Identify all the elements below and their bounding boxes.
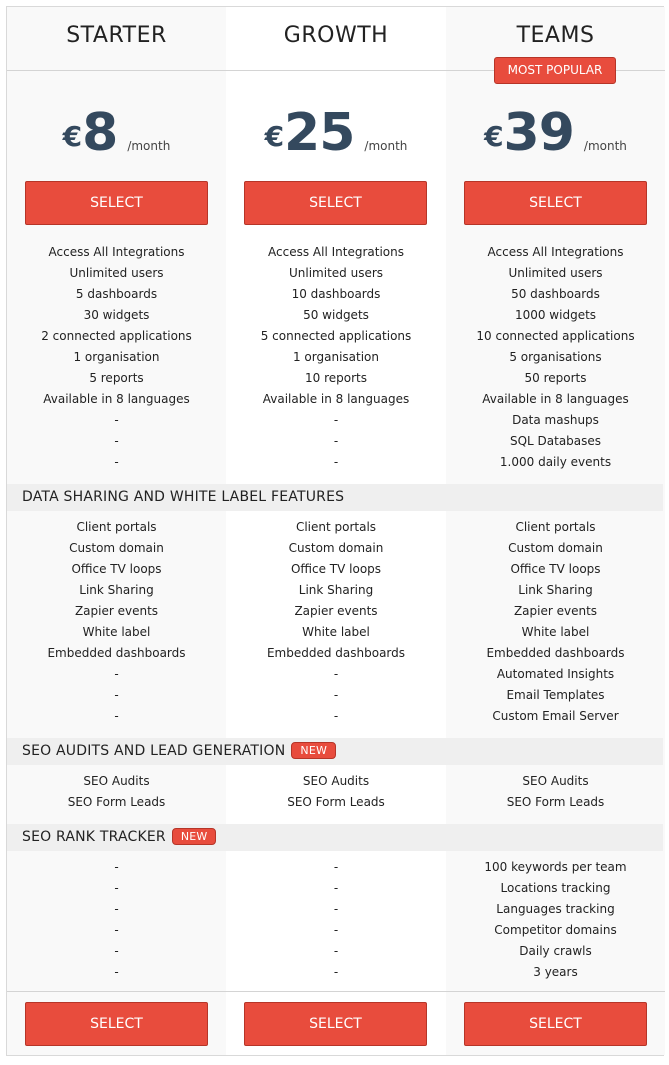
feature-item: 1 organisation — [292, 350, 379, 364]
feature-item: Client portals — [76, 520, 157, 534]
feature-item: - — [333, 709, 339, 723]
feature-item: Office TV loops — [510, 562, 601, 576]
feature-item: - — [114, 667, 119, 681]
feature-item: - — [333, 434, 339, 448]
select-button-starter[interactable]: SELECT — [25, 181, 208, 225]
currency-symbol: € — [484, 120, 504, 153]
select-button-teams[interactable]: SELECT — [464, 181, 647, 225]
section-title: SEO AUDITS AND LEAD GENERATION — [22, 743, 286, 759]
feature-item: White label — [521, 625, 590, 639]
feature-item: - — [114, 434, 119, 448]
feature-item: - — [114, 881, 119, 895]
feature-item: 10 reports — [305, 371, 367, 385]
feature-item: Embedded dashboards — [47, 646, 186, 660]
feature-item: 10 dashboards — [291, 287, 381, 301]
price-amount: 39 — [503, 103, 574, 163]
feature-item: 1.000 daily events — [499, 455, 612, 469]
feature-item: 1 organisation — [73, 350, 160, 364]
feature-item: Available in 8 languages — [43, 392, 190, 406]
plan-price — [7, 103, 226, 163]
feature-item: SEO Audits — [83, 774, 150, 788]
feature-item: 5 dashboards — [75, 287, 158, 301]
feature-item: - — [114, 965, 119, 979]
feature-item: Access All Integrations — [268, 245, 404, 259]
feature-item: - — [114, 944, 119, 958]
feature-item: Link Sharing — [518, 583, 593, 597]
feature-item: - — [114, 923, 119, 937]
feature-item: 5 reports — [89, 371, 144, 385]
feature-item: SEO Form Leads — [67, 795, 166, 809]
section-title: DATA SHARING AND WHITE LABEL FEATURES — [22, 489, 345, 505]
feature-item: Automated Insights — [496, 667, 615, 681]
select-button-teams-bottom[interactable]: SELECT — [464, 1002, 647, 1046]
feature-item: Languages tracking — [496, 902, 615, 916]
section-header-seo-audits — [7, 738, 663, 765]
most-popular-badge: MOST POPULAR — [494, 57, 616, 84]
feature-item: Unlimited users — [288, 266, 384, 280]
feature-item: - — [114, 455, 119, 469]
feature-item: Link Sharing — [298, 583, 374, 597]
feature-item: - — [333, 860, 339, 874]
feature-item: White label — [302, 625, 370, 639]
feature-item: 3 years — [533, 965, 578, 979]
price-amount: 8 — [82, 103, 118, 163]
feature-item: - — [114, 902, 119, 916]
price-period: /month — [364, 139, 408, 153]
feature-item: - — [333, 944, 339, 958]
feature-item: Zapier events — [294, 604, 378, 618]
section-title: SEO RANK TRACKER — [22, 829, 166, 845]
feature-item: Available in 8 languages — [262, 392, 410, 406]
feature-item: SEO Audits — [522, 774, 589, 788]
plan-name: STARTER — [66, 23, 167, 48]
feature-item: - — [333, 667, 339, 681]
feature-item: Custom Email Server — [492, 709, 619, 723]
currency-symbol: € — [264, 120, 285, 153]
feature-item: - — [333, 923, 339, 937]
price-period: /month — [127, 139, 171, 153]
feature-item: Access All Integrations — [487, 245, 624, 259]
feature-item: 30 widgets — [83, 308, 150, 322]
feature-item: Zapier events — [74, 604, 159, 618]
feature-item: Client portals — [515, 520, 596, 534]
feature-item: SEO Form Leads — [287, 795, 385, 809]
section-header-data-sharing — [7, 484, 663, 511]
footer-divider — [7, 991, 665, 992]
feature-item: SQL Databases — [509, 434, 602, 448]
feature-item: Access All Integrations — [48, 245, 185, 259]
select-button-growth-bottom[interactable]: SELECT — [244, 1002, 427, 1046]
feature-item: 2 connected applications — [41, 329, 192, 343]
new-badge: NEW — [172, 828, 217, 845]
feature-item: 10 connected applications — [476, 329, 635, 343]
feature-item: Email Templates — [506, 688, 605, 702]
feature-item: 1000 widgets — [514, 308, 597, 322]
feature-item: - — [333, 413, 339, 427]
feature-item: 100 keywords per team — [484, 860, 627, 874]
feature-item: SEO Form Leads — [506, 795, 605, 809]
feature-item: - — [333, 965, 339, 979]
feature-item: White label — [82, 625, 151, 639]
feature-item: Office TV loops — [290, 562, 382, 576]
feature-item: - — [114, 709, 119, 723]
feature-item: 5 connected applications — [260, 329, 412, 343]
feature-item: Custom domain — [69, 541, 164, 555]
currency-symbol: € — [62, 120, 83, 153]
feature-item: - — [333, 881, 339, 895]
feature-item: Competitor domains — [494, 923, 617, 937]
feature-item: Unlimited users — [69, 266, 164, 280]
price-amount: 25 — [284, 103, 355, 163]
new-badge: NEW — [291, 742, 336, 759]
feature-item: 5 organisations — [509, 350, 602, 364]
feature-item: Embedded dashboards — [486, 646, 625, 660]
plan-price — [446, 103, 665, 163]
feature-item: Available in 8 languages — [482, 392, 629, 406]
feature-item: - — [333, 902, 339, 916]
feature-item: - — [114, 860, 119, 874]
feature-item: Locations tracking — [500, 881, 611, 895]
feature-item: SEO Audits — [302, 774, 370, 788]
feature-item: Office TV loops — [71, 562, 162, 576]
feature-item: - — [114, 688, 119, 702]
feature-item: - — [114, 413, 119, 427]
price-period: /month — [583, 139, 627, 153]
feature-item: Custom domain — [288, 541, 384, 555]
pricing-table — [6, 6, 664, 1056]
feature-item: Unlimited users — [508, 266, 603, 280]
feature-item: 50 widgets — [303, 308, 369, 322]
feature-item: 50 reports — [524, 371, 587, 385]
plan-price — [226, 103, 446, 163]
plan-name: GROWTH — [283, 23, 389, 48]
feature-item: Zapier events — [513, 604, 598, 618]
feature-item: Data mashups — [512, 413, 599, 427]
section-header-rank-tracker — [7, 824, 663, 851]
feature-item: 50 dashboards — [511, 287, 600, 301]
select-button-growth[interactable]: SELECT — [244, 181, 427, 225]
feature-item: - — [333, 455, 339, 469]
feature-item: Client portals — [295, 520, 377, 534]
select-button-starter-bottom[interactable]: SELECT — [25, 1002, 208, 1046]
feature-item: Link Sharing — [79, 583, 154, 597]
plan-name: TEAMS — [516, 23, 595, 48]
feature-item: Daily crawls — [519, 944, 592, 958]
feature-item: Custom domain — [508, 541, 603, 555]
feature-item: Embedded dashboards — [266, 646, 406, 660]
feature-item: - — [333, 688, 339, 702]
